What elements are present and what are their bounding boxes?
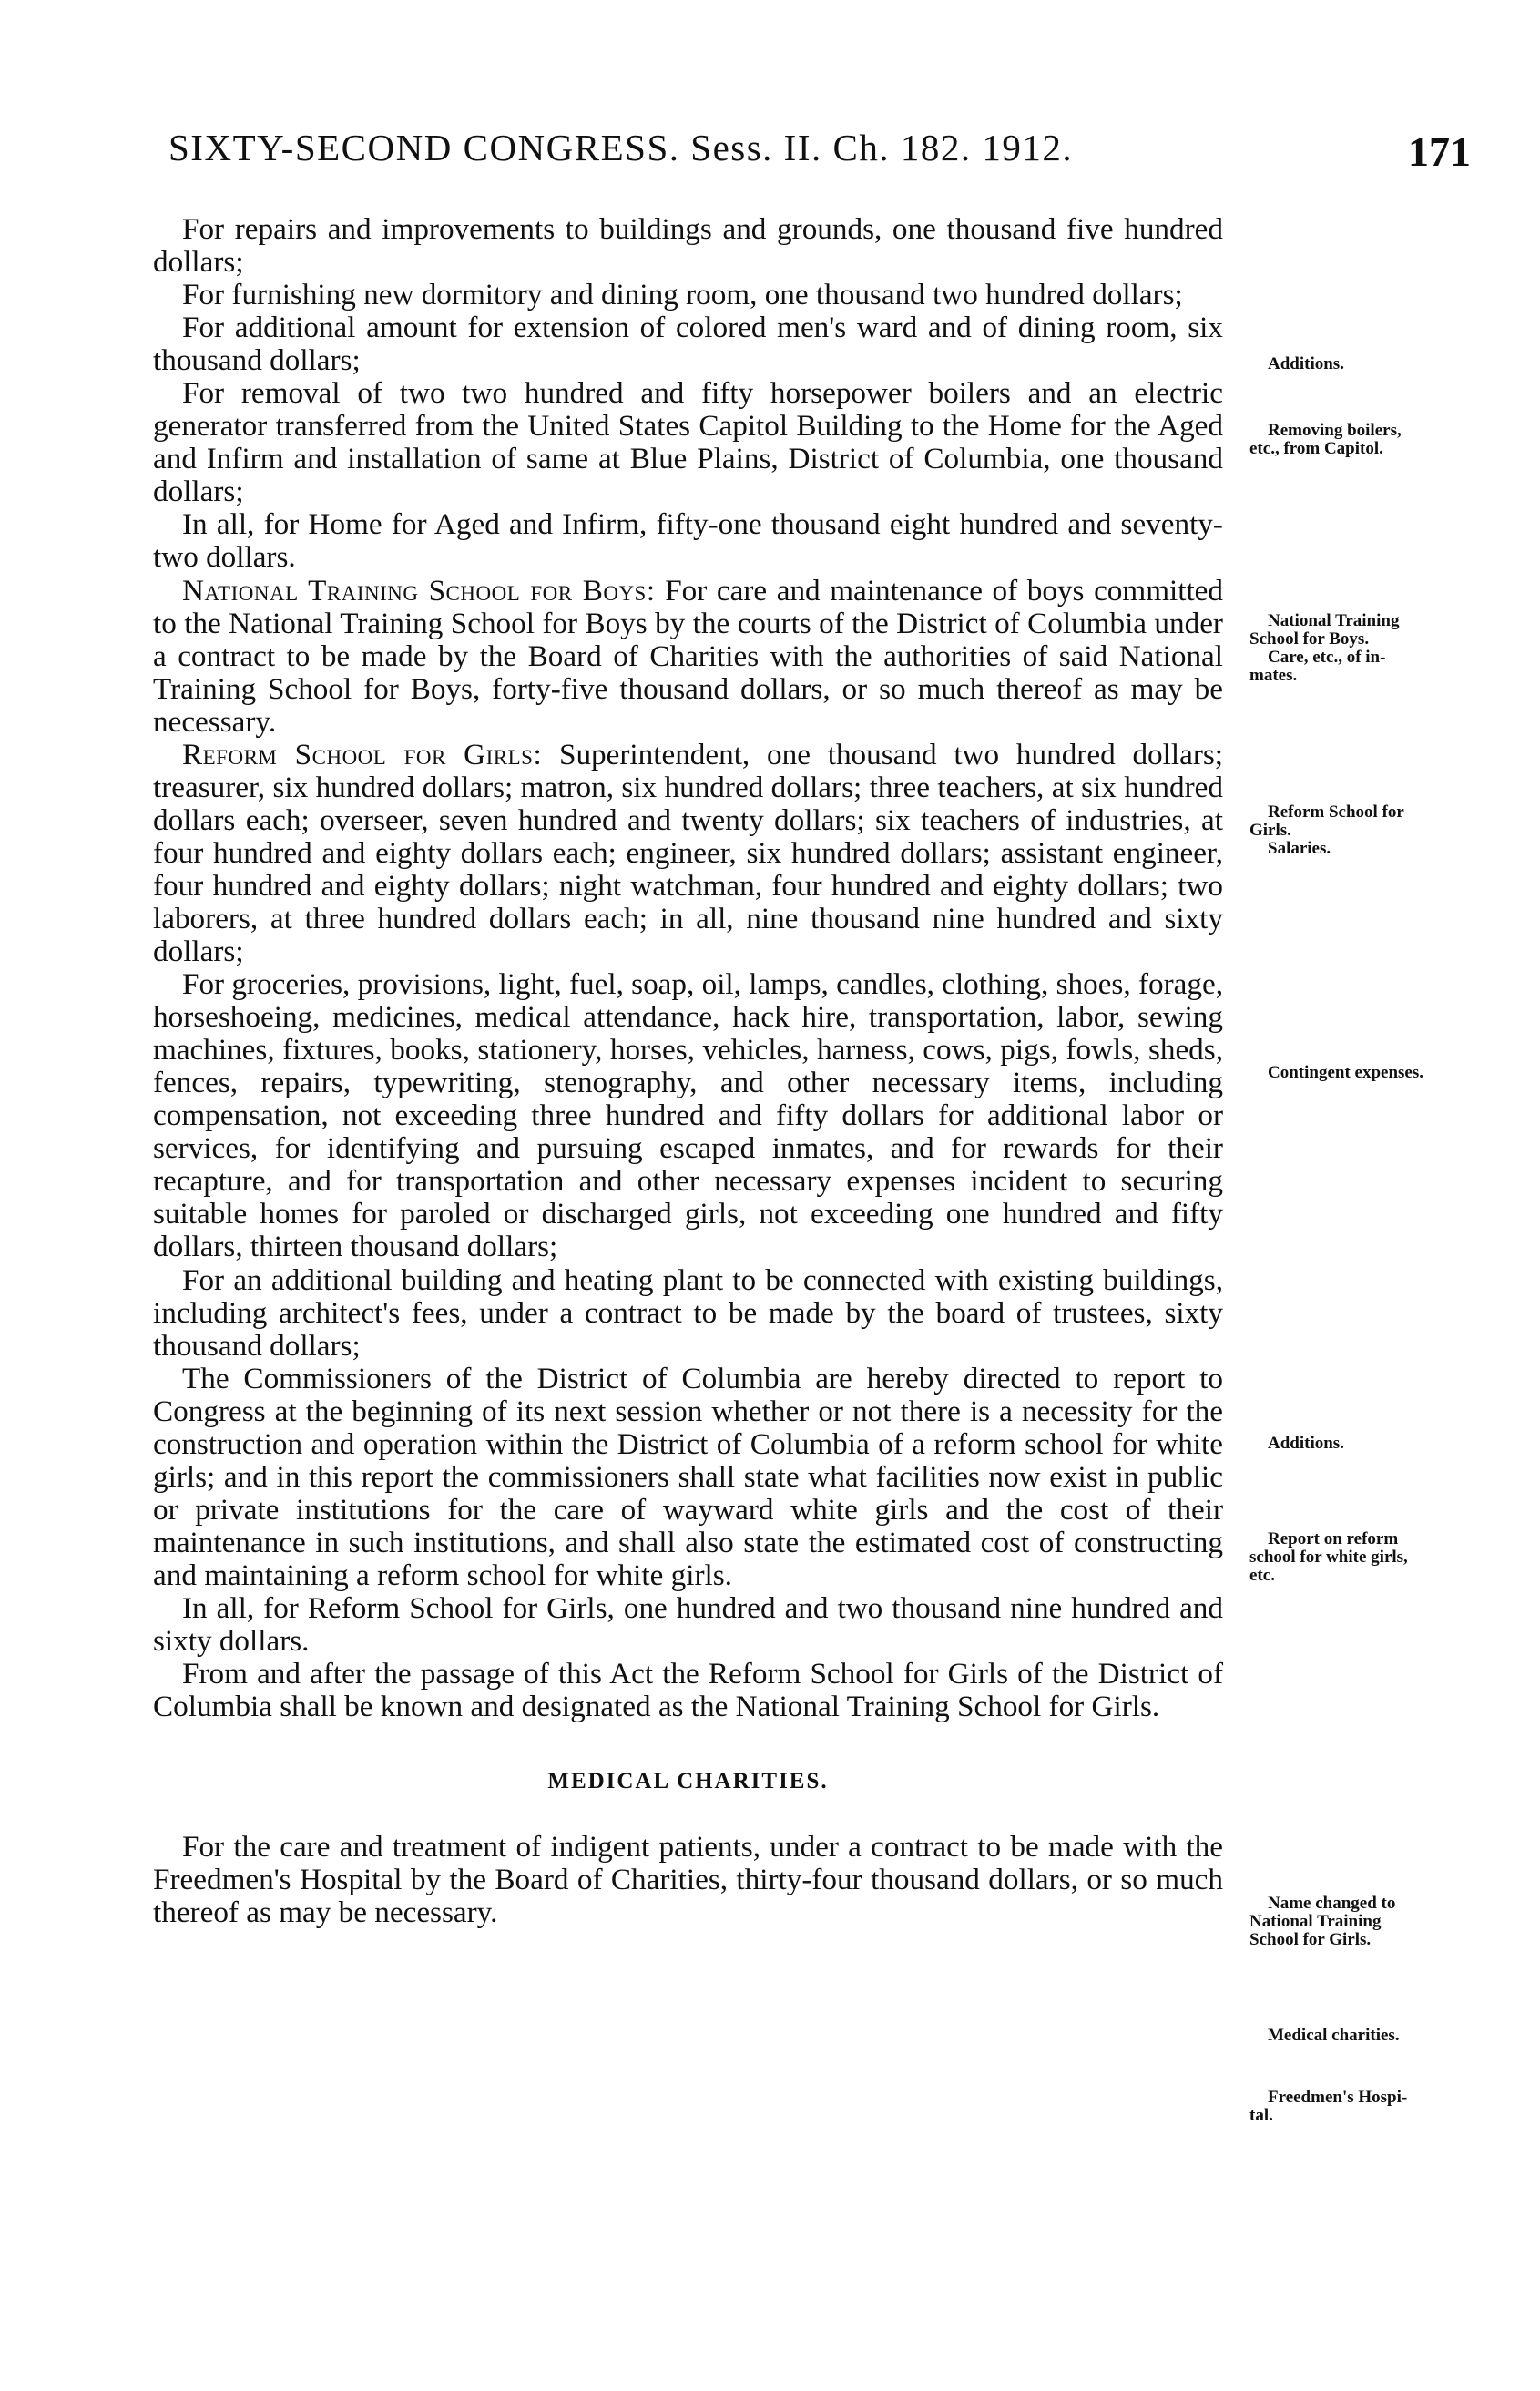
sidenote-national-training-school: National Training School for Boys. Care, etc., of in- mates. xyxy=(1249,611,1400,685)
section-heading-medical-charities: MEDICAL CHARITIES. xyxy=(547,1769,829,1794)
sidenote-medical-charities: Medical charities. xyxy=(1268,2026,1400,2045)
paragraph-reform-total: In all, for Reform School for Girls, one hundred and two thousand nine hundred and sixty dollars. xyxy=(153,1590,1223,1659)
sidenote-reform-school: Reform School for Girls. Salaries. xyxy=(1249,802,1404,858)
paragraph-repairs: For repairs and improvements to buildings and grounds, one thousand five hundred dollars; xyxy=(153,212,1223,280)
paragraph-national-training-text: For care and maintenance of boys committed to the National Training School for Boys by the courts of the District of Columbia under a contract to be made by the Board of Charities with the authorities of said National Training School for Boys, forty-five thousand dollars, or so much thereof as may be necessary. xyxy=(153,573,1224,739)
sidenote-report-reform-school: Report on reform school for white girls, etc. xyxy=(1249,1529,1408,1585)
paragraph-extension: For additional amount for extension of colored men's ward and of dining room, six thousand dollars; xyxy=(153,311,1223,378)
sidenote-additions-2: Additions. xyxy=(1268,1434,1344,1453)
paragraph-contingent: For groceries, provisions, light, fuel, soap, oil, lamps, candles, clothing, shoes, forage, horseshoeing, medicines, medical attendance, hack hire, transportation, labor, sewing machines, fixtures, books, stationery, horses, vehicles, harness, cows, pigs, fowls, sheds, fences, repairs, typewriting, stenography, and other necessary items, including compensation, not exceeding three hundred and fifty dollars for additional labor or services, for identifying and pursuing escaped inmates, and for rewards for their recapture, and for transportation and other necessary expenses incident to securing suitable homes for paroled or discharged girls, not exceeding one hundred and fifty dollars, thirteen thousand dollars; xyxy=(153,967,1223,1264)
paragraph-reform-salaries-text: Superintendent, one thousand two hundred dollars; treasurer, six hundred dollars; matron, six hundred dollars; three teachers, at six hundred dollars each; overseer, seven hundred and twenty dollars; six teachers of industries, at four hundred and eighty dollars each; engineer, six hundred dollars; assistant engineer, four hundred and eighty dollars; night watchman, four hundred and eighty dollars; two laborers, at three hundred dollars each; in all, nine thousand nine hundred and sixty dollars; xyxy=(153,737,1224,969)
paragraph-additional-building: For an additional building and heating plant to be connected with existing buildings, including architect's fees, under a contract to be made by the board of trustees, sixty thousand dollars; xyxy=(153,1262,1223,1363)
page-header xyxy=(168,126,1471,180)
page-number: 171 xyxy=(1408,128,1471,175)
paragraph-removal-boilers: For removal of two two hundred and fifty horsepower boilers and an electric generator transferred from the United States Capitol Building to the Home for the Aged and Infirm and installation of same at Blue Plains, District of Columbia, one thousand dollars; xyxy=(153,376,1223,509)
sidenote-removing-boilers: Removing boilers, etc., from Capitol. xyxy=(1249,421,1402,458)
sidenote-contingent-expenses: Contingent expenses. xyxy=(1268,1063,1424,1082)
paragraph-reform-school xyxy=(153,739,1223,968)
sidenote-name-changed: Name changed to National Training School for Girls. xyxy=(1249,1894,1396,1949)
paragraph-report: The Commissioners of the District of Columbia are hereby directed to report to Congress at the beginning of its next session whether or not there is a necessity for the construction and operation within the District of Columbia of a reform school for white girls; and in this report the commissioners shall state what facilities now exist in public or private institutions for the care of wayward white girls and the cost of their maintenance in such institutions, and shall also state the estimated cost of constructing and maintaining a reform school for white girls. xyxy=(153,1361,1223,1592)
heading-national-training-school: National Training School for Boys: xyxy=(182,573,656,608)
running-head: SIXTY-SECOND CONGRESS. Sess. II. Ch. 182. 1912. xyxy=(168,127,1074,169)
sidenote-additions: Additions. xyxy=(1268,354,1344,373)
paragraph-freedmens-hospital: For the care and treatment of indigent patients, under a contract to be made with the Freedmen's Hospital by the Board of Charities, thirty-four thousand dollars, or so much thereof as may be necessary. xyxy=(153,1830,1223,1930)
paragraph-national-training-school xyxy=(153,575,1223,739)
paragraph-furnishing: For furnishing new dormitory and dining room, one thousand two hundred dollars; xyxy=(182,278,1183,312)
sidenote-freedmens-hospital: Freedmen's Hospi- tal. xyxy=(1249,2088,1408,2125)
paragraph-name-change: From and after the passage of this Act the Reform School for Girls of the District of Columbia shall be known and designated as the National Training School for Girls. xyxy=(153,1657,1223,1724)
heading-reform-school: Reform School for Girls: xyxy=(182,737,543,771)
paragraph-home-total: In all, for Home for Aged and Infirm, fifty-one thousand eight hundred and seventy-two dollars. xyxy=(153,507,1223,575)
page-body xyxy=(153,213,1223,1929)
